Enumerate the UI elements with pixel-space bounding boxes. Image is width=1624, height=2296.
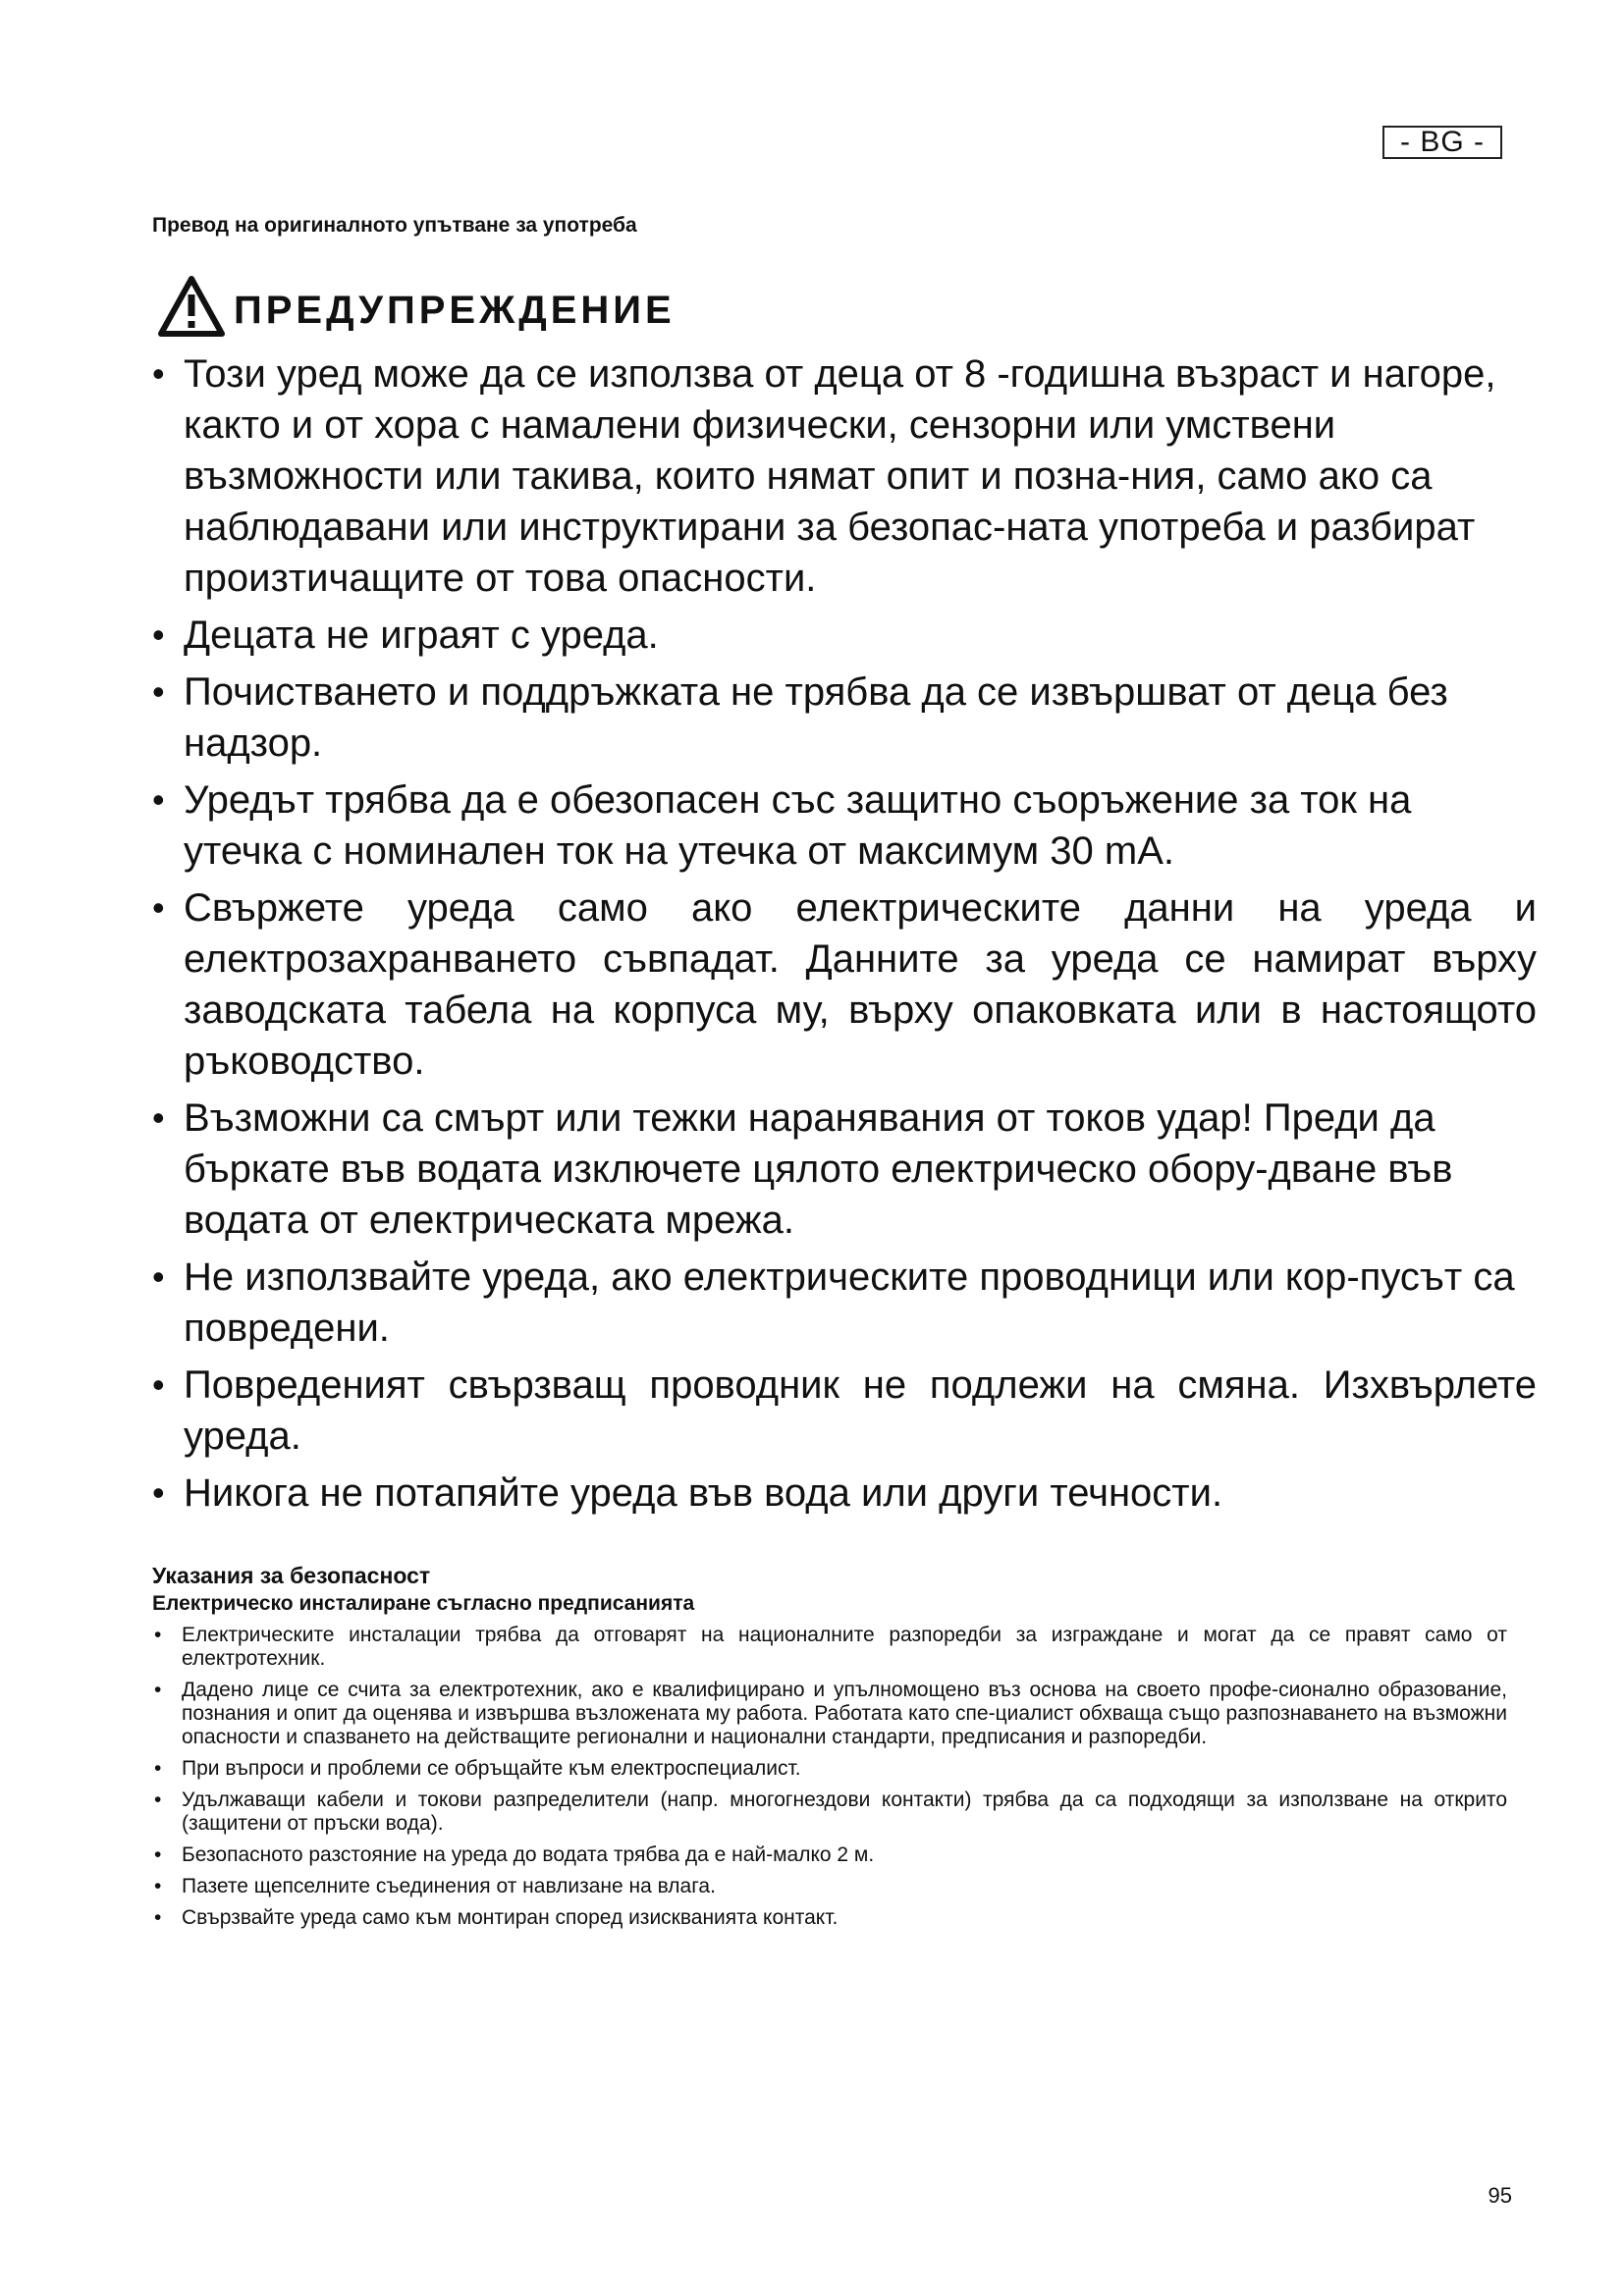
warning-item: • Възможни са смърт или тежки наранявания от токов удар! Преди да бъркате във водата изключете цялото електрическо обору-дване във водата от електрическата мрежа. (152, 1093, 1537, 1246)
safety-item: • Свързвайте уреда само към монтиран според изискванията контакт. (152, 1906, 1507, 1930)
document-subtitle: Превод на оригиналното упътване за употреба (152, 214, 637, 237)
safety-item: • Пазете щепселните съединения от навлизане на влага. (152, 1875, 1507, 1898)
warning-item: • Повреденият свързващ проводник не подлежи на смяна. Изхвърлете уреда. (152, 1360, 1537, 1462)
warning-title: ПРЕДУПРЕЖДЕНИЕ (234, 288, 676, 332)
warning-header (157, 272, 676, 341)
warning-item: • Не използвайте уреда, ако електрическите проводници или кор-пусът са повредени. (152, 1252, 1537, 1354)
warning-list (152, 348, 1537, 1524)
safety-item: • Дадено лице се счита за електротехник, ако е квалифицирано и упълномощено въз основа на своето профе-сионално образование, познания и опит да оценява и извършва възложената му работа. Работата като спе-циалист обхваща също разпознаването на възможни опасности и спазването на действащите регионални и национални стандарти, предписания и разпоредби. (152, 1679, 1507, 1749)
safety-item: • Безопасното разстояние на уреда до водата трябва да е най-малко 2 м. (152, 1843, 1507, 1867)
safety-list (152, 1624, 1507, 1930)
warning-triangle-icon (157, 275, 226, 338)
warning-item: • Почистването и поддръжката не трябва да се извършват от деца без надзор. (152, 667, 1537, 769)
safety-item: • Електрическите инсталации трябва да отговарят на националните разпоредби за изграждане и могат да се правят само от електротехник. (152, 1624, 1507, 1671)
safety-item: • Удължаващи кабели и токови разпределители (напр. многогнездови контакти) трябва да са подходящи за използване на открито (защитени от пръски вода). (152, 1789, 1507, 1836)
safety-item: • При въпроси и проблеми се обръщайте към електроспециалист. (152, 1757, 1507, 1781)
warning-item: • Уредът трябва да е обезопасен със защитно съоръжение за ток на утечка с номинален ток на утечка от максимум 30 mA. (152, 774, 1537, 877)
warning-item: • Децата не играят с уреда. (152, 610, 1537, 661)
warning-item: • Свържете уреда само ако електрическите данни на уреда и електрозахранването съвпадат. Данните за уреда се намират върху заводската табела на корпуса му, върху опаковката или в настоящото ръководство. (152, 882, 1537, 1087)
warning-item: • Този уред може да се използва от деца от 8 -годишна възраст и нагоре, както и от хора с намалени физически, сензорни или умствени възможности или такива, които нямат опит и позна-ния, само ако са наблюдавани или инструктирани за безопас-ната употреба и разбират произтичащите от това опасности. (152, 348, 1537, 604)
safety-title: Указания за безопасност (152, 1563, 431, 1588)
language-tag: - BG - (1382, 126, 1502, 159)
page-number: 95 (1488, 2183, 1512, 2208)
warning-item: • Никога не потапяйте уреда във вода или други течности. (152, 1468, 1537, 1519)
safety-subtitle: Електрическо инсталиране съгласно предписанията (152, 1592, 695, 1615)
safety-section (152, 1561, 1507, 1938)
